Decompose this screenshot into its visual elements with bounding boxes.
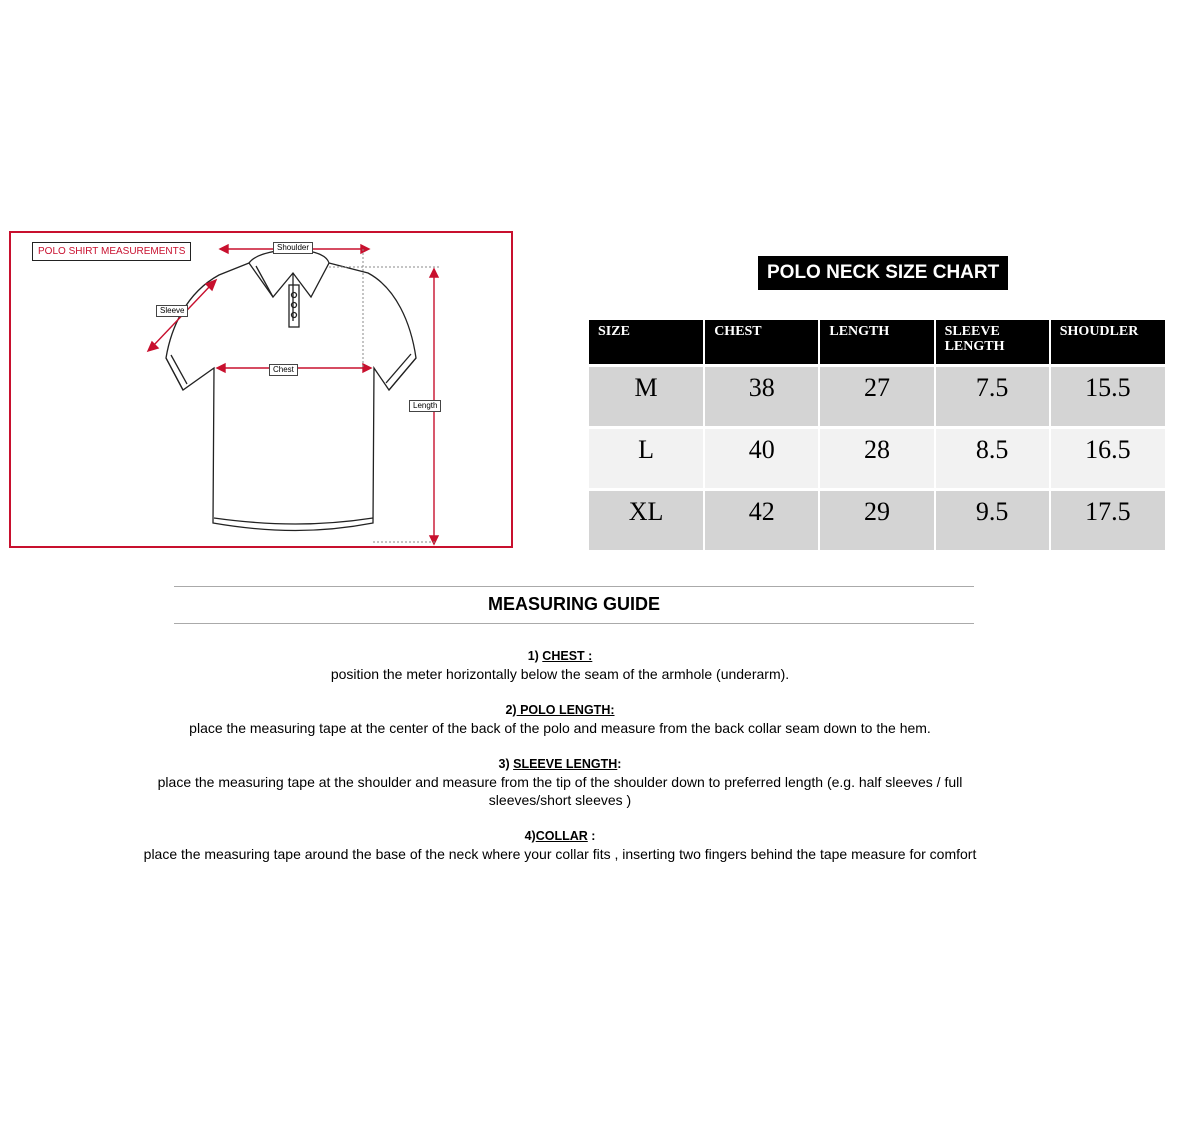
table-row	[589, 490, 1165, 551]
diagram-title: POLO SHIRT MEASUREMENTS	[32, 242, 191, 261]
cell-shoulder: 15.5	[1050, 366, 1165, 428]
guide-bottom-divider	[174, 623, 974, 624]
guide-item-sleeve-length	[120, 755, 1000, 809]
header-sleeve-length: SLEEVE LENGTH	[935, 320, 1050, 366]
guide-item-number: 3)	[498, 757, 514, 771]
cell-chest: 40	[704, 428, 819, 490]
sleeve-label: Sleeve	[156, 305, 188, 317]
guide-item-heading-suffix: :	[587, 829, 596, 843]
cell-chest: 38	[704, 366, 819, 428]
guide-item-number: 1)	[527, 649, 543, 663]
guide-item-heading	[120, 647, 1000, 665]
cell-size: M	[589, 366, 704, 428]
guide-top-divider	[174, 586, 974, 587]
polo-measurement-diagram	[9, 231, 513, 548]
cell-size: L	[589, 428, 704, 490]
cell-length: 29	[819, 490, 934, 551]
table-header-row	[589, 320, 1165, 366]
header-size: SIZE	[589, 320, 704, 366]
guide-item-text: position the meter horizontally below the seam of the armhole (underarm).	[330, 666, 790, 682]
guide-item-polo-length	[120, 701, 1000, 737]
cell-sleeve-length: 8.5	[935, 428, 1050, 490]
guide-item-text: place the measuring tape at the shoulder and measure from the tip of the shoulder down to preferred length (e.g. half sleeves / full sleeves/short sleeves )	[157, 774, 963, 808]
guide-item-collar	[130, 827, 990, 863]
header-length: LENGTH	[819, 320, 934, 366]
guide-item-heading	[120, 701, 1000, 719]
cell-sleeve-length: 7.5	[935, 366, 1050, 428]
cell-sleeve-length: 9.5	[935, 490, 1050, 551]
cell-shoulder: 16.5	[1050, 428, 1165, 490]
guide-item-heading	[130, 827, 990, 845]
table-row	[589, 366, 1165, 428]
cell-length: 27	[819, 366, 934, 428]
table-row	[589, 428, 1165, 490]
length-label: Length	[409, 400, 441, 412]
shoulder-label: Shoulder	[273, 242, 313, 254]
polo-shirt-illustration	[11, 233, 515, 550]
header-chest: CHEST	[704, 320, 819, 366]
chest-label: Chest	[269, 364, 298, 376]
cell-length: 28	[819, 428, 934, 490]
cell-size: XL	[589, 490, 704, 551]
size-chart-title: POLO NECK SIZE CHART	[758, 256, 1008, 290]
guide-item-heading	[120, 755, 1000, 773]
guide-item-heading-text: SLEEVE LENGTH	[513, 757, 618, 771]
header-shoulder: SHOUDLER	[1050, 320, 1165, 366]
guide-item-heading-text: CHEST :	[542, 649, 593, 663]
guide-item-heading-text: COLLAR	[535, 829, 588, 843]
guide-item-chest	[120, 647, 1000, 683]
guide-item-heading-text: POLO LENGTH:	[516, 703, 615, 717]
cell-chest: 42	[704, 490, 819, 551]
guide-item-text: place the measuring tape at the center of the back of the polo and measure from the back collar seam down to the hem.	[189, 720, 931, 736]
guide-item-text: place the measuring tape around the base of the neck where your collar fits , inserting two fingers behind the tape measure for comfort	[143, 846, 977, 862]
guide-item-heading-suffix: :	[617, 757, 622, 771]
guide-title: MEASURING GUIDE	[487, 594, 660, 614]
guide-item-number: 2)	[505, 703, 517, 717]
size-chart-table	[589, 320, 1165, 550]
guide-item-number: 4)	[524, 829, 536, 843]
cell-shoulder: 17.5	[1050, 490, 1165, 551]
